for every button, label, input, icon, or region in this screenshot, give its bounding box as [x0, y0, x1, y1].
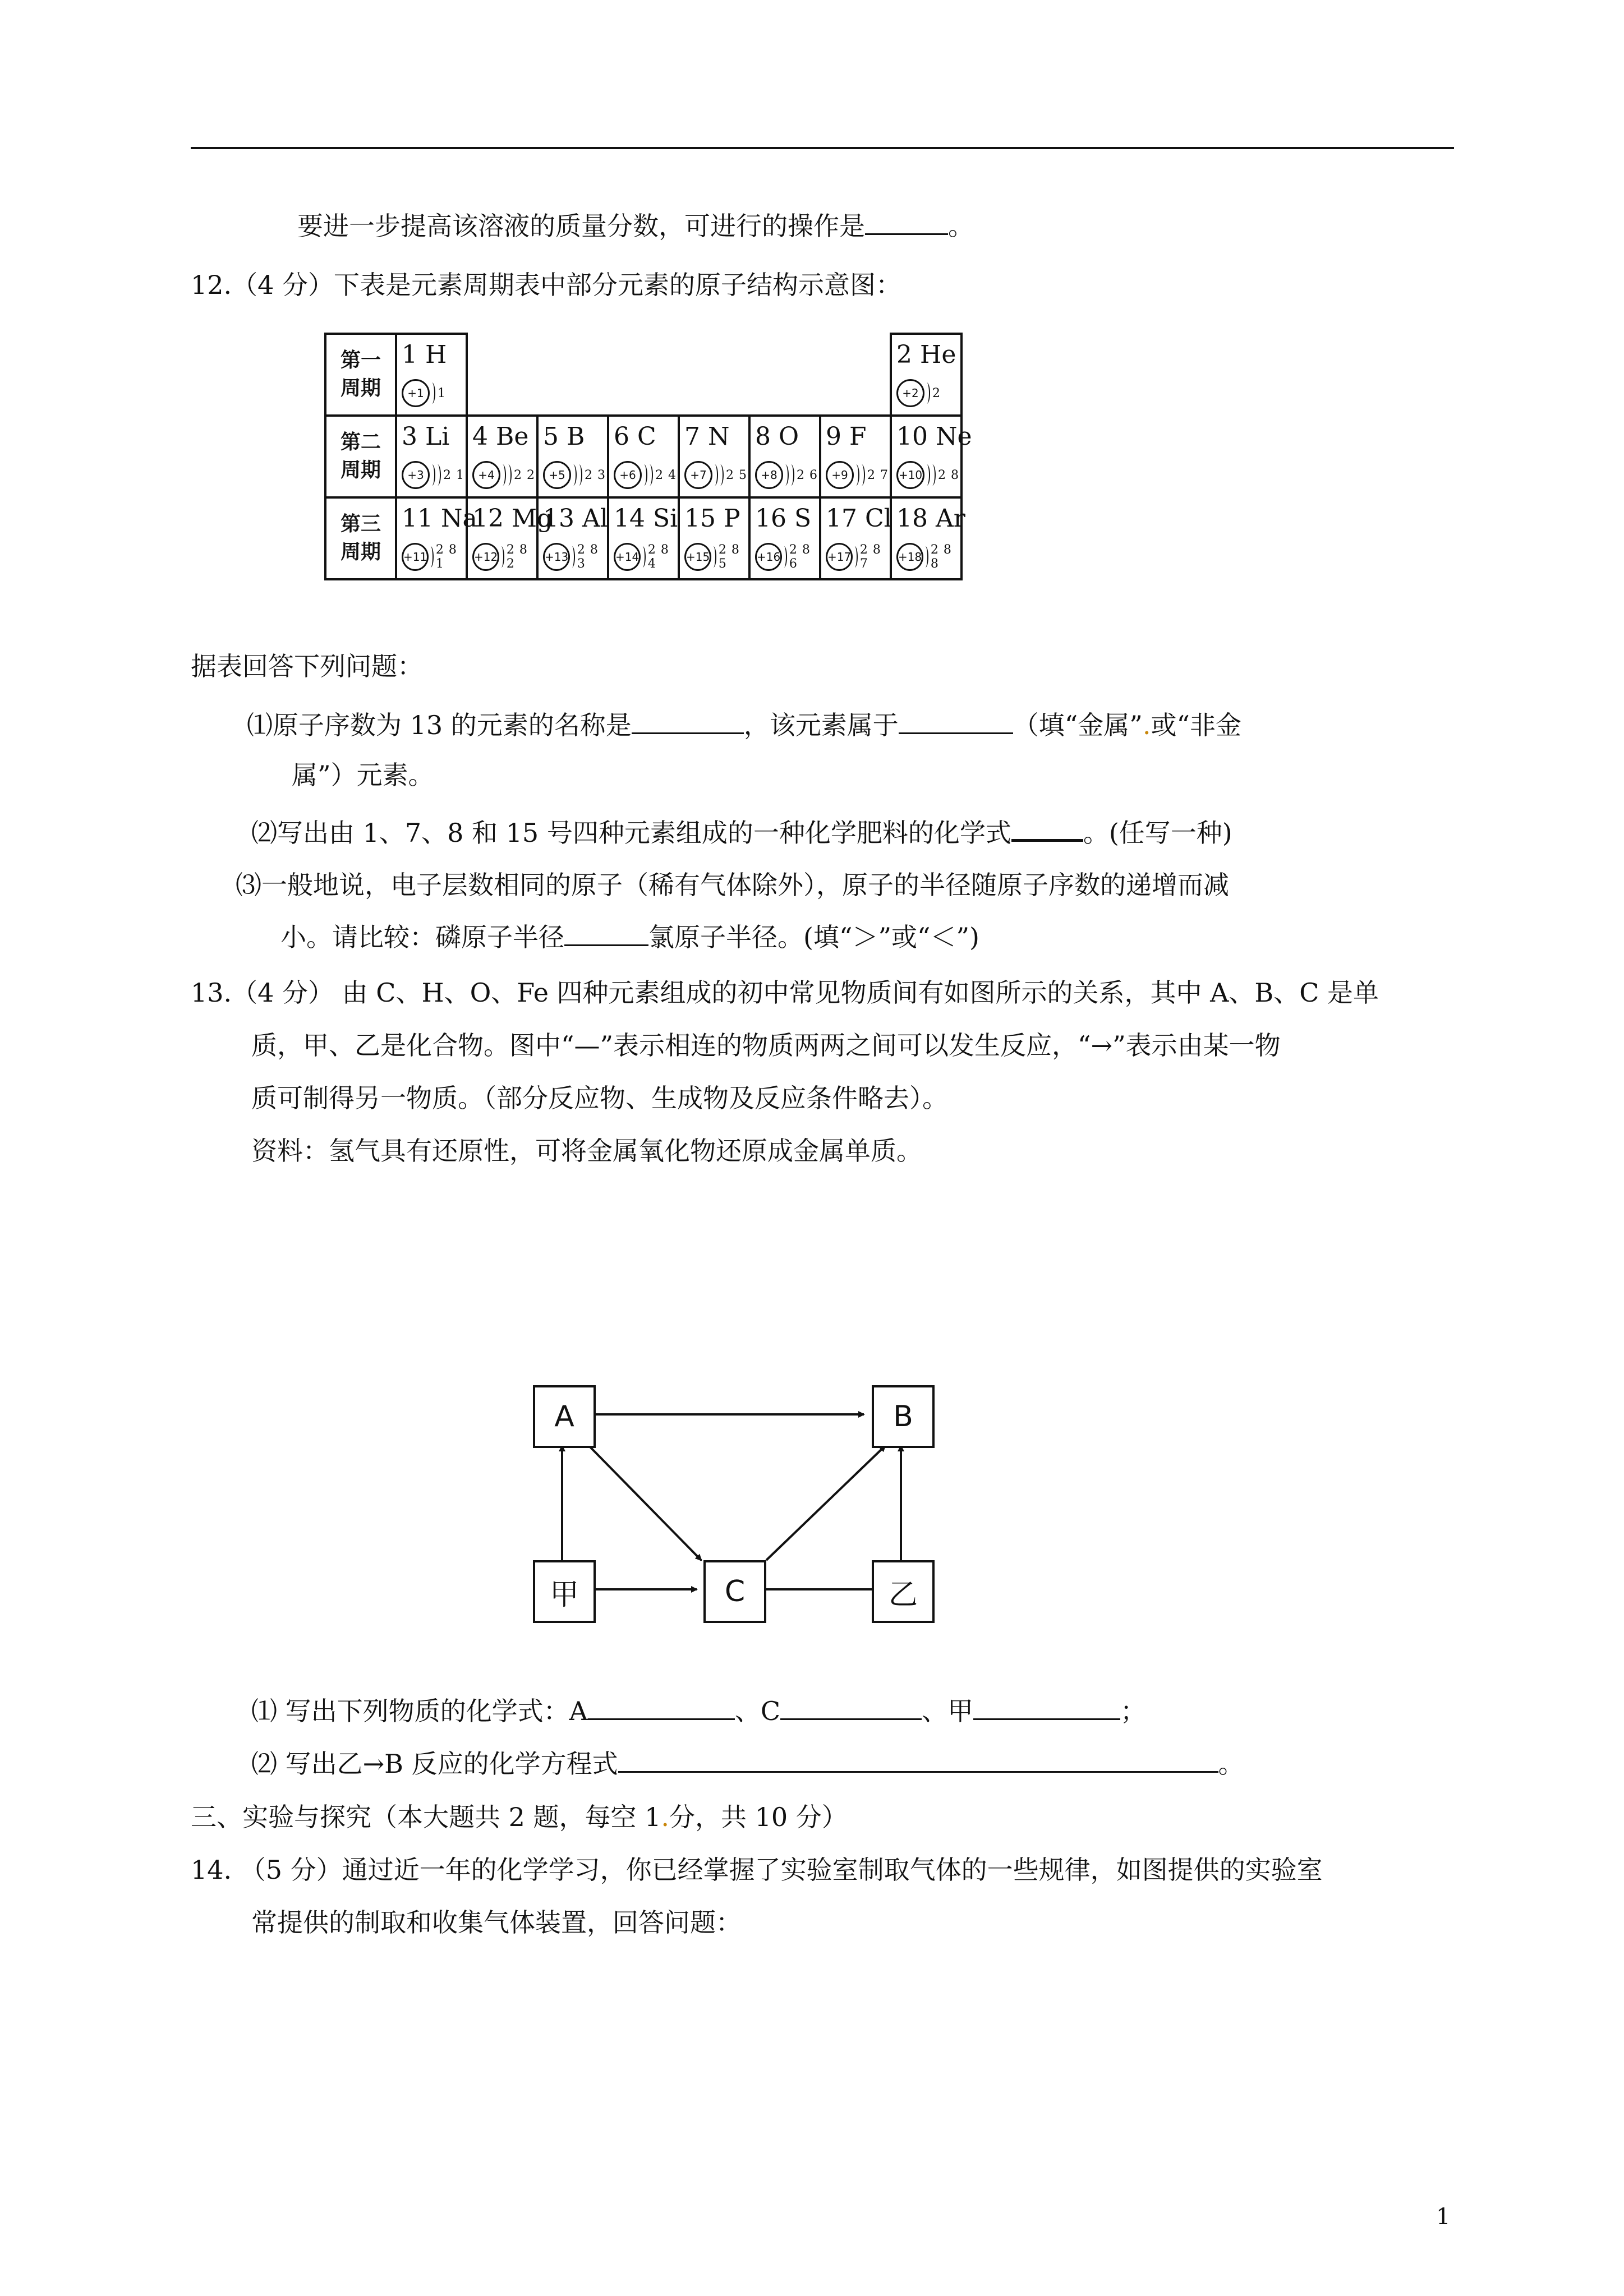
element-cell: 4 Be +4 2 2	[467, 416, 537, 497]
node-jia: 甲	[533, 1560, 596, 1623]
element-cell: 14 Si +14 2 8 4	[608, 497, 679, 579]
question-13-note: 资料：氢气具有还原性，可将金属氧化物还原成金属单质。	[251, 1136, 922, 1166]
nucleus-icon: +5	[543, 461, 571, 489]
period-label: 第三周期	[325, 497, 396, 579]
periodic-table	[324, 333, 972, 580]
header-rule	[191, 147, 1454, 149]
question-12-1: ⑴原子序数为 13 的元素的名称是 ，该元素属于 （填“金属”.或“非金	[247, 708, 1241, 742]
answer-blank[interactable]	[588, 1694, 735, 1720]
answer-blank[interactable]	[564, 920, 648, 946]
answer-blank[interactable]	[632, 708, 744, 734]
element-cell: 16 S +16 2 8 6	[749, 497, 820, 579]
nucleus-icon: +11	[402, 543, 429, 571]
element-cell: 1 H +1 1	[396, 334, 467, 416]
nucleus-icon: +7	[684, 461, 712, 489]
nucleus-icon: +10	[896, 461, 924, 489]
text-line: 要进一步提高该溶液的质量分数，可进行的操作是 。	[297, 209, 974, 243]
nucleus-icon: +15	[684, 543, 711, 571]
node-c: C	[703, 1560, 766, 1623]
element-cell: 17 Cl +17 2 8 7	[820, 497, 891, 579]
nucleus-icon: +12	[472, 543, 499, 571]
node-yi: 乙	[872, 1560, 935, 1623]
question-13-1: ⑴ 写出下列物质的化学式：A 、C 、甲 ；	[251, 1694, 1146, 1728]
period-label: 第一周期	[325, 334, 396, 416]
element-cell: 6 C +6 2 4	[608, 416, 679, 497]
answer-blank[interactable]	[973, 1694, 1120, 1720]
question-14: 14. （5 分）通过近一年的化学学习，你已经掌握了实验室制取气体的一些规律，如图提供的实验室	[191, 1855, 1323, 1885]
element-cell: 3 Li +3 2 1	[396, 416, 467, 497]
intro-text: 据表回答下列问题：	[191, 651, 423, 681]
node-b: B	[872, 1385, 935, 1448]
question-12: 12.（4 分）下表是元素周期表中部分元素的原子结构示意图：	[191, 270, 902, 300]
question-14-cont: 常提供的制取和收集气体装置，回答问题：	[251, 1907, 742, 1938]
element-cell: 11 Na +11 2 8 1	[396, 497, 467, 579]
nucleus-icon: +18	[896, 543, 923, 571]
nucleus-icon: +13	[543, 543, 570, 571]
nucleus-icon: +4	[472, 461, 500, 489]
nucleus-icon: +1	[402, 379, 430, 407]
question-12-3-cont: 小。请比较：磷原子半径 氯原子半径。(填“＞”或“＜”)	[280, 920, 979, 954]
answer-blank[interactable]	[899, 708, 1013, 734]
element-cell: 10 Ne +10 2 8	[891, 416, 961, 497]
element-cell: 8 O +8 2 6	[749, 416, 820, 497]
page-number: 1	[1436, 2204, 1451, 2230]
question-13-cont: 质可制得另一物质。（部分反应物、生成物及反应条件略去）。	[251, 1083, 948, 1113]
nucleus-icon: +3	[402, 461, 430, 489]
nucleus-icon: +17	[826, 543, 853, 571]
question-13-cont: 质，甲、乙是化合物。图中“—”表示相连的物质两两之间可以发生反应，“→”表示由某一物	[251, 1030, 1281, 1061]
nucleus-icon: +2	[896, 379, 924, 407]
element-cell: 2 He +2 2	[891, 334, 961, 416]
section-3-heading: 三、实验与探究（本大题共 2 题，每空 1.分，共 10 分）	[191, 1802, 848, 1832]
nucleus-icon: +6	[614, 461, 642, 489]
answer-blank[interactable]	[865, 209, 948, 235]
element-cell: 7 N +7 2 5	[679, 416, 749, 497]
nucleus-icon: +16	[755, 543, 782, 571]
element-cell: 13 Al +13 2 8 3	[537, 497, 608, 579]
answer-blank[interactable]	[1011, 814, 1083, 842]
arrow-c-to-b	[766, 1446, 885, 1560]
element-cell: 5 B +5 2 3	[537, 416, 608, 497]
element-cell: 12 Mg +12 2 8 2	[467, 497, 537, 579]
element-cell: 18 Ar +18 2 8 8	[891, 497, 961, 579]
question-12-1-cont: 属”）元素。	[292, 760, 434, 790]
element-cell: 15 P +15 2 8 5	[679, 497, 749, 579]
nucleus-icon: +9	[826, 461, 854, 489]
period-label: 第二周期	[325, 416, 396, 497]
element-cell: 9 F +9 2 7	[820, 416, 891, 497]
answer-blank[interactable]	[780, 1694, 922, 1720]
question-12-3: ⑶一般地说，电子层数相同的原子（稀有气体除外），原子的半径随原子序数的递增而减	[236, 870, 1229, 900]
question-12-2: ⑵写出由 1、7、8 和 15 号四种元素组成的一种化学肥料的化学式 。(任写一种)	[251, 814, 1232, 850]
nucleus-icon: +8	[755, 461, 783, 489]
question-13: 13.（4 分） 由 C、H、O、Fe 四种元素组成的初中常见物质间有如图所示的关系，其中 A、B、C 是单	[191, 978, 1379, 1008]
answer-blank[interactable]	[618, 1746, 1218, 1773]
question-13-2: ⑵ 写出乙→B 反应的化学方程式 。	[251, 1746, 1244, 1781]
nucleus-icon: +14	[614, 543, 641, 571]
node-a: A	[533, 1385, 596, 1448]
arrow-a-to-c	[586, 1442, 701, 1560]
